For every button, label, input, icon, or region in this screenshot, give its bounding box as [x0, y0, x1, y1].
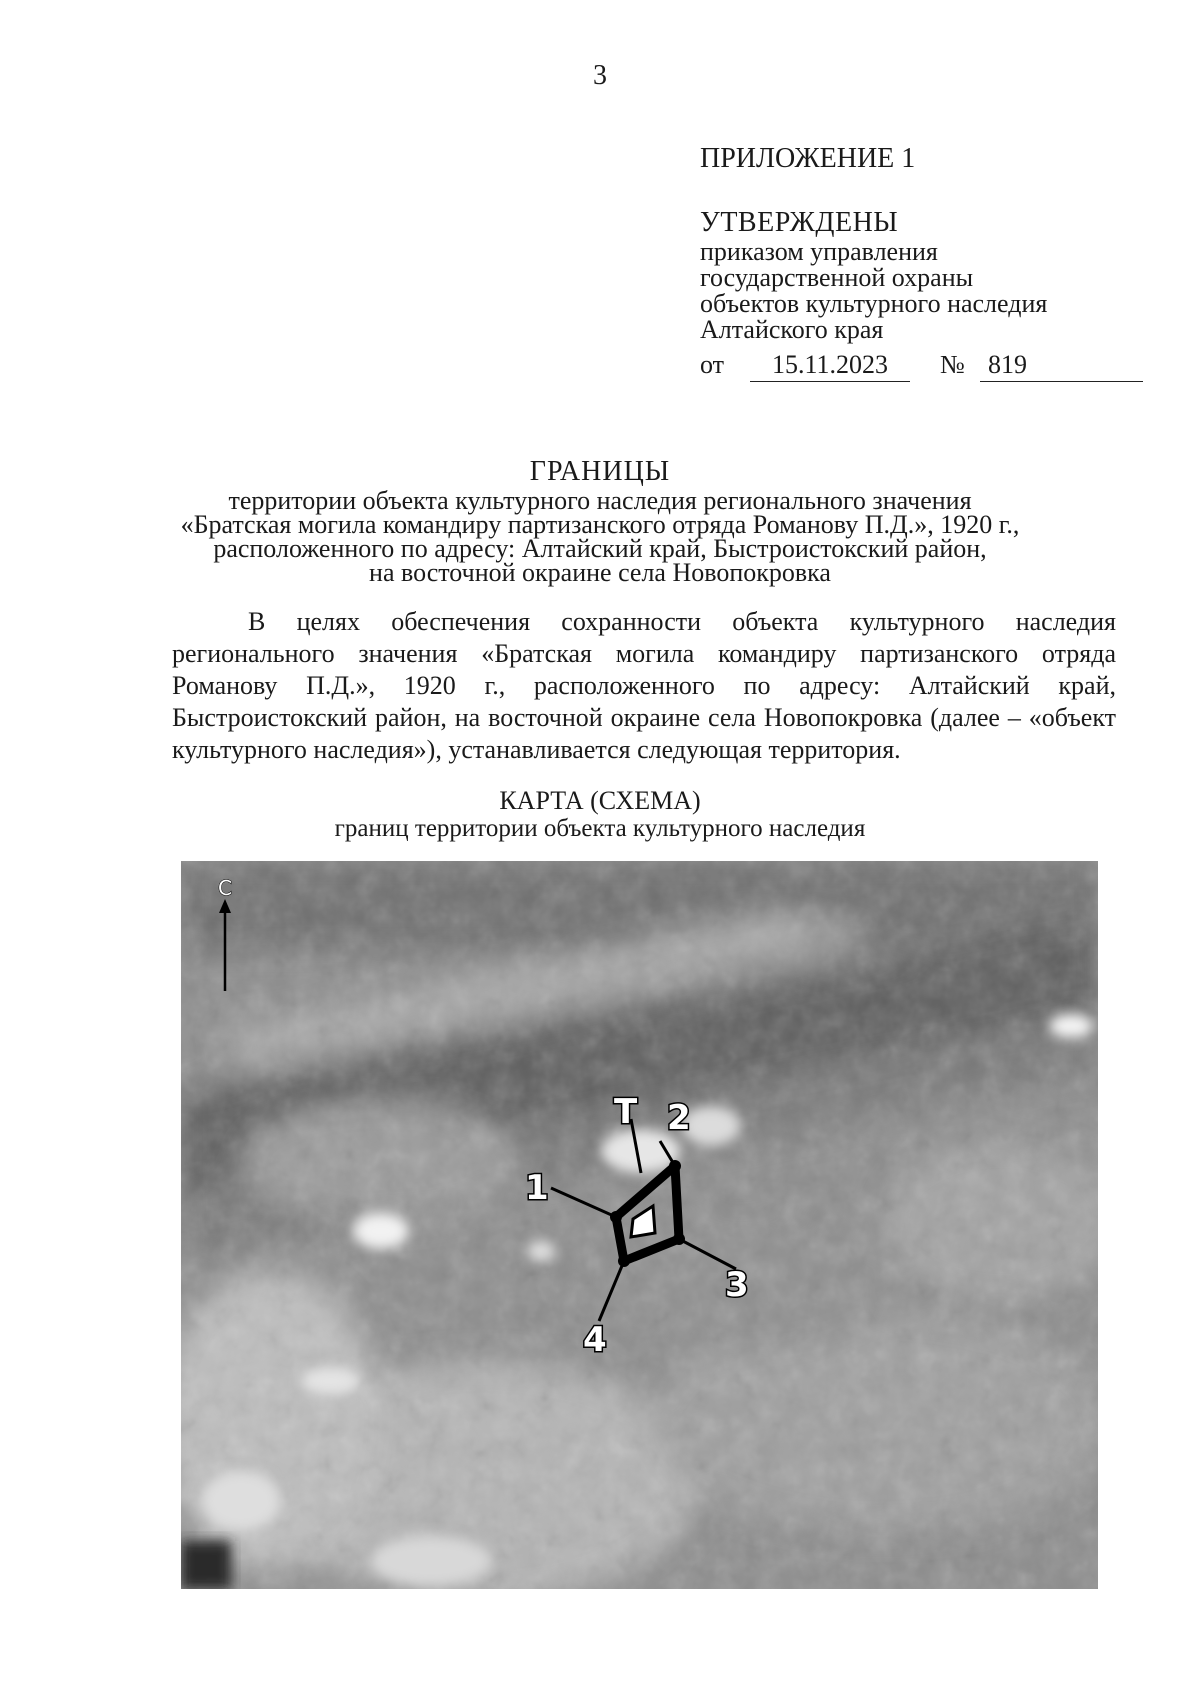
heading-line: на восточной окраине села Новопокровка [369, 558, 831, 587]
point-label-4: 4 [583, 1320, 607, 1360]
approved-line: государственной охраны [700, 263, 974, 292]
point-label-2: 2 [667, 1098, 691, 1138]
point-label-1: 1 [525, 1168, 549, 1208]
approved-block [700, 207, 1143, 382]
approved-line: объектов культурного наследия [700, 289, 1048, 318]
number-prefix: № [940, 350, 965, 379]
north-label: С [218, 876, 232, 900]
dark-corner [181, 1541, 231, 1589]
appendix-label: ПРИЛОЖЕНИЕ 1 [700, 143, 916, 174]
order-number: 819 [980, 349, 1143, 382]
body-paragraph: В целях обеспечения сохранности объекта культурного наследия регионального значения «Братская могила командиру партизанского отряда Романову П.Д.», 1920 г., расположенного по адресу: Алтайский край, Быстроистокский район, на восточной окраине села Новопокровка (далее – «объект культурного наследия»), устанавливается следующая территория. [172, 607, 1116, 764]
point-label-3: 3 [725, 1265, 749, 1305]
date-prefix: от [700, 350, 725, 379]
body-paragraph-container [172, 606, 1116, 766]
heading-line: расположенного по адресу: Алтайский край, Быстроистокский район, [213, 534, 987, 563]
approved-line: приказом управления [700, 237, 938, 266]
map-heading [0, 786, 1200, 842]
approved-line: Алтайского края [700, 315, 884, 344]
map-scheme-image [181, 861, 1098, 1589]
map-svg [181, 861, 1098, 1589]
approved-lines [700, 239, 1143, 343]
map-subtitle: границ территории объекта культурного наследия [334, 815, 866, 842]
point-label-t: Т [614, 1092, 638, 1132]
heading-lines [0, 486, 1200, 587]
heading-line: «Братская могила командиру партизанского отряда Романову П.Д.», 1920 г., [180, 510, 1020, 539]
page-number: 3 [593, 60, 607, 91]
map-title: КАРТА (СХЕМА) [499, 786, 701, 815]
order-date: 15.11.2023 [750, 349, 910, 382]
approval-header [700, 143, 1143, 382]
approved-title: УТВЕРЖДЕНЫ [700, 207, 899, 238]
heading-line: территории объекта культурного наследия регионального значения [228, 486, 972, 515]
document-heading [0, 455, 1200, 585]
order-date-number [700, 349, 1143, 382]
heading-title: ГРАНИЦЫ [529, 456, 671, 487]
